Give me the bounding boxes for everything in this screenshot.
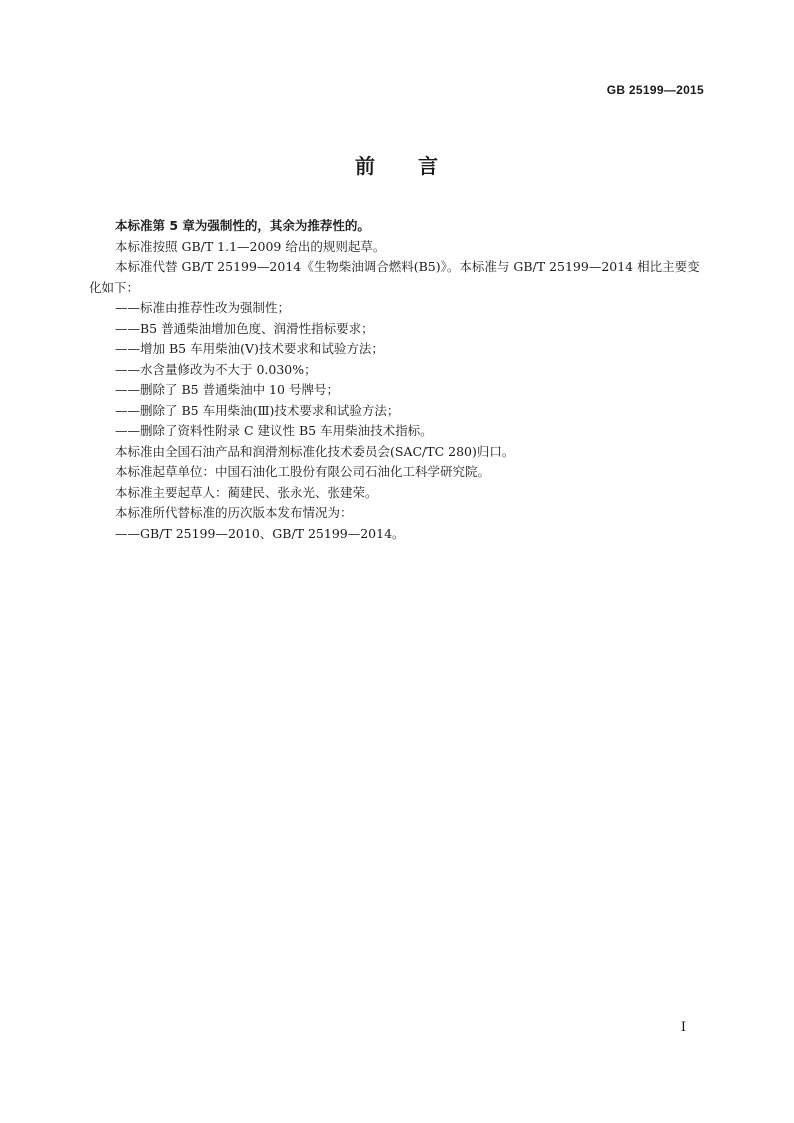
paragraph-history-intro: 本标准所代替标准的历次版本发布情况为： [115,505,353,520]
change-item: ——删除了 B5 车用柴油(Ⅲ)技术要求和试验方法； [115,402,400,418]
change-item: ——增加 B5 车用柴油(Ⅴ)技术要求和试验方法； [115,341,384,356]
standard-code: GB 25199—2015 [606,83,704,97]
change-item: ——删除了 B5 普通柴油中 10 号牌号； [115,382,339,397]
change-item: ——水含量修改为不大于 0.030%； [115,361,317,377]
foreword-body [89,216,709,544]
page-number: I [680,1020,686,1035]
change-item: ——标准由推荐性改为强制性； [115,300,291,315]
paragraph-drafters: 本标准主要起草人：蔺建民、张永光、张建荣。 [115,484,378,500]
paragraph-replacement: 本标准代替 GB/T 25199—2014《生物柴油调合燃料(B5)》。本标准与 GB/T 25199—2014 相比主要变化如下： [89,259,700,295]
history-item: ——GB/T 25199—2010、GB/T 25199—2014。 [115,525,405,541]
change-item: ——删除了资料性附录 C 建议性 B5 车用柴油技术指标。 [115,423,433,438]
paragraph-drafting-unit: 本标准起草单位：中国石油化工股份有限公司石油化工科学研究院。 [115,464,491,479]
paragraph-committee: 本标准由全国石油产品和润滑剂标准化技术委员会(SAC/TC 280)归口。 [115,443,515,459]
paragraph-mandatory-note: 本标准第 5 章为强制性的，其余为推荐性的。 [115,218,370,233]
change-item: ——B5 普通柴油增加色度、润滑性指标要求； [115,320,374,336]
paragraph-drafting-rules: 本标准按照 GB/T 1.1—2009 给出的规则起草。 [115,238,386,254]
page-title: 前 言 [355,154,439,178]
